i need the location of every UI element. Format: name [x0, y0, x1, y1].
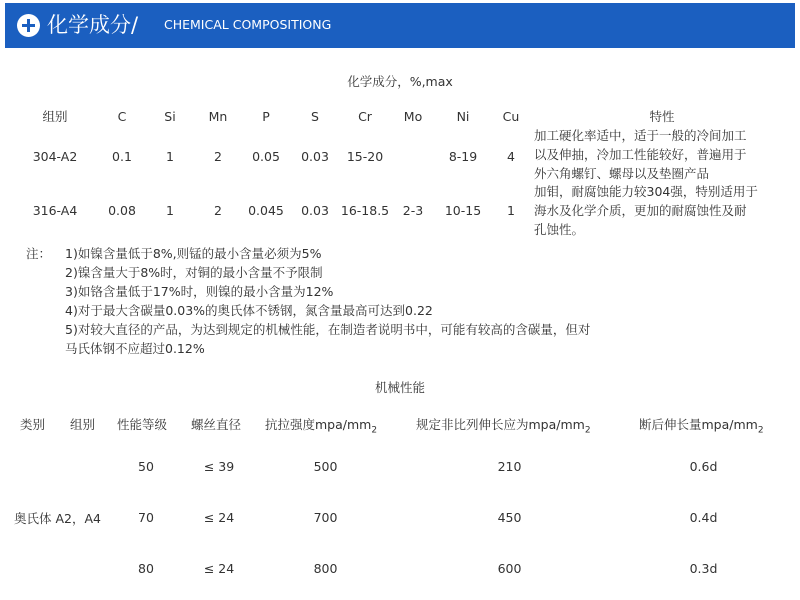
cell-yield: 600: [497, 561, 522, 576]
cell-tensile: 500: [313, 459, 338, 474]
cell-grade: 70: [138, 510, 154, 525]
note-line: 3)如铬含量低于17%时，则镍的最小含量为12%: [65, 284, 334, 299]
cell-cr: 16-18.5: [340, 203, 390, 218]
cell-mn: 2: [214, 149, 222, 164]
chemical-table-title: 化学成分，%,max: [347, 74, 453, 89]
cell-cu: 4: [507, 149, 515, 164]
cell-ni: 10-15: [444, 203, 482, 218]
trait-line: 以及伸抽，冷加工性能较好，普遍用于: [534, 147, 747, 162]
cell-cu: 1: [507, 203, 515, 218]
cell-group: 316-A4: [32, 203, 78, 218]
category-value: 奥氏体 A2，A4: [14, 511, 101, 526]
cell-cr: 15-20: [346, 149, 384, 164]
header-cu: Cu: [502, 109, 520, 124]
trait-line: 孔蚀性。: [534, 222, 585, 237]
cell-mo: 2-3: [402, 203, 424, 218]
note-line: 1)如镍含量低于8%,则锰的最小含量必须为5%: [65, 246, 322, 261]
cell-group: 304-A2: [32, 149, 78, 164]
note-line: 4)对于最大含碳量0.03%的奥氏体不锈钢，氮含量最高可达到0.22: [65, 303, 433, 318]
cell-diameter: ≤ 39: [203, 459, 235, 474]
mechanical-table-title: 机械性能: [374, 380, 425, 395]
header-traits: 特性: [649, 109, 675, 124]
cell-c: 0.08: [108, 203, 136, 218]
trait-line: 加钼，耐腐蚀能力较304强，特别适用于: [534, 184, 758, 199]
cell-elongation: 0.4d: [689, 510, 718, 525]
cell-tensile: 700: [313, 510, 338, 525]
plus-circle-icon: [17, 14, 40, 37]
header-c: C: [117, 109, 127, 124]
section-subtitle: CHEMICAL COMPOSITIONG: [164, 17, 332, 32]
cell-s: 0.03: [301, 203, 329, 218]
cell-tensile: 800: [313, 561, 338, 576]
trait-line: 外六角螺钉、螺母以及垫圈产品: [534, 166, 710, 181]
cell-grade: 50: [138, 459, 154, 474]
cell-elongation: 0.3d: [689, 561, 718, 576]
header-cr: Cr: [358, 109, 372, 124]
cell-yield: 210: [497, 459, 522, 474]
trait-line: 海水及化学介质，更加的耐腐蚀性及耐: [534, 203, 747, 218]
cell-mn: 2: [214, 203, 222, 218]
header-ni: Ni: [456, 109, 470, 124]
cell-p: 0.045: [248, 203, 284, 218]
notes-label: 注：: [26, 246, 52, 261]
header-s: S: [311, 109, 319, 124]
cell-diameter: ≤ 24: [203, 561, 235, 576]
cell-c: 0.1: [112, 149, 132, 164]
section-title: 化学成分/: [47, 13, 139, 37]
cell-ni: 8-19: [448, 149, 478, 164]
header-group: 组别: [42, 109, 68, 124]
header-tensile: 抗拉强度mpa/$mm_2$: [265, 417, 378, 436]
cell-diameter: ≤ 24: [203, 510, 235, 525]
trait-line: 加工硬化率适中，适于一般的冷间加工: [534, 128, 747, 143]
cell-yield: 450: [497, 510, 522, 525]
header-mn: Mn: [208, 109, 228, 124]
header-elongation: 断后伸长量mpa/$mm_2$: [639, 417, 764, 436]
cell-grade: 80: [138, 561, 154, 576]
header-mo: Mo: [403, 109, 423, 124]
cell-p: 0.05: [252, 149, 280, 164]
header-si: Si: [164, 109, 176, 124]
note-line: 2)镍含量大于8%时，对铜的最小含量不予限制: [65, 265, 323, 280]
header-grade: 性能等级: [117, 417, 168, 432]
header-category: 类别: [20, 417, 46, 432]
cell-si: 1: [166, 149, 174, 164]
cell-s: 0.03: [301, 149, 329, 164]
header-diameter: 螺丝直径: [191, 417, 242, 432]
note-line: 5)对较大直径的产品，为达到规定的机械性能，在制造者说明书中，可能有较高的含碳量，但对: [65, 322, 591, 337]
cell-elongation: 0.6d: [689, 459, 718, 474]
header-p: P: [262, 109, 270, 124]
header-group: 组别: [70, 417, 96, 432]
header-yield: 规定非比列伸长应为mpa/$mm_2$: [416, 417, 591, 436]
section-header: [5, 3, 795, 48]
cell-si: 1: [166, 203, 174, 218]
note-line: 马氏体钢不应超过0.12%: [65, 341, 205, 356]
